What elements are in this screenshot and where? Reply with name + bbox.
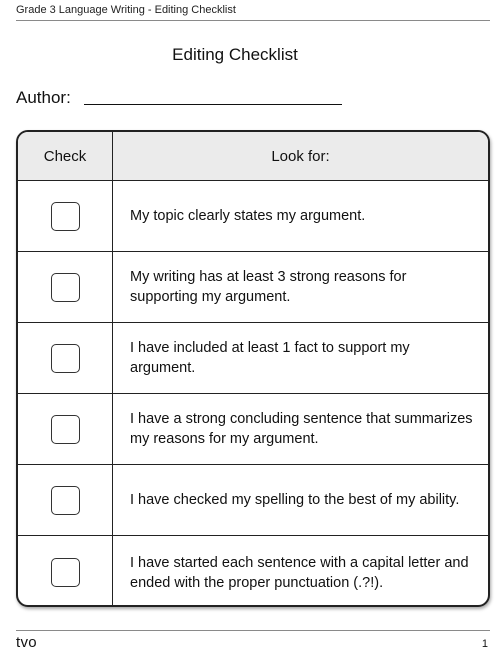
document-header: Grade 3 Language Writing - Editing Checklist (16, 4, 236, 16)
editing-checklist-table (16, 130, 490, 607)
check-cell (18, 323, 113, 393)
checklist-item-text: I have checked my spelling to the best of my ability. (130, 492, 460, 508)
table-row (18, 323, 488, 394)
table-row (18, 394, 488, 465)
page-number: 1 (481, 638, 488, 650)
footer-divider (16, 630, 490, 631)
check-cell (18, 181, 113, 251)
author-field[interactable] (84, 104, 342, 105)
table-row (18, 181, 488, 252)
author-label: Author: (16, 88, 71, 107)
checklist-item-text: My writing has at least 3 strong reasons for supporting my argument. (130, 269, 407, 305)
check-cell (18, 394, 113, 464)
checkbox[interactable] (51, 415, 80, 444)
column-header-look-for: Look for: (271, 147, 330, 165)
checkbox[interactable] (51, 202, 80, 231)
checklist-item-text: My topic clearly states my argument. (130, 208, 366, 224)
table-row (18, 252, 488, 323)
check-cell (18, 252, 113, 322)
table-header-row (18, 132, 488, 181)
checkbox[interactable] (51, 558, 80, 587)
checklist-item-text: I have a strong concluding sentence that summarizes my reasons for my argument. (130, 411, 473, 447)
checklist-item-text: I have started each sentence with a capital letter and ended with the proper punctuation (.?!). (130, 554, 469, 591)
checklist-item-text: I have included at least 1 fact to support my argument. (130, 340, 410, 376)
page-title: Editing Checklist (172, 45, 298, 64)
checkbox[interactable] (51, 486, 80, 515)
header-divider (16, 20, 490, 21)
tvo-logo: tvo (16, 634, 37, 651)
table-row (18, 536, 488, 607)
checkbox[interactable] (51, 273, 80, 302)
column-header-check: Check (18, 132, 113, 180)
check-cell (18, 536, 113, 607)
checkbox[interactable] (51, 344, 80, 373)
table-row (18, 465, 488, 536)
check-cell (18, 465, 113, 535)
checklist-rows (18, 181, 488, 607)
